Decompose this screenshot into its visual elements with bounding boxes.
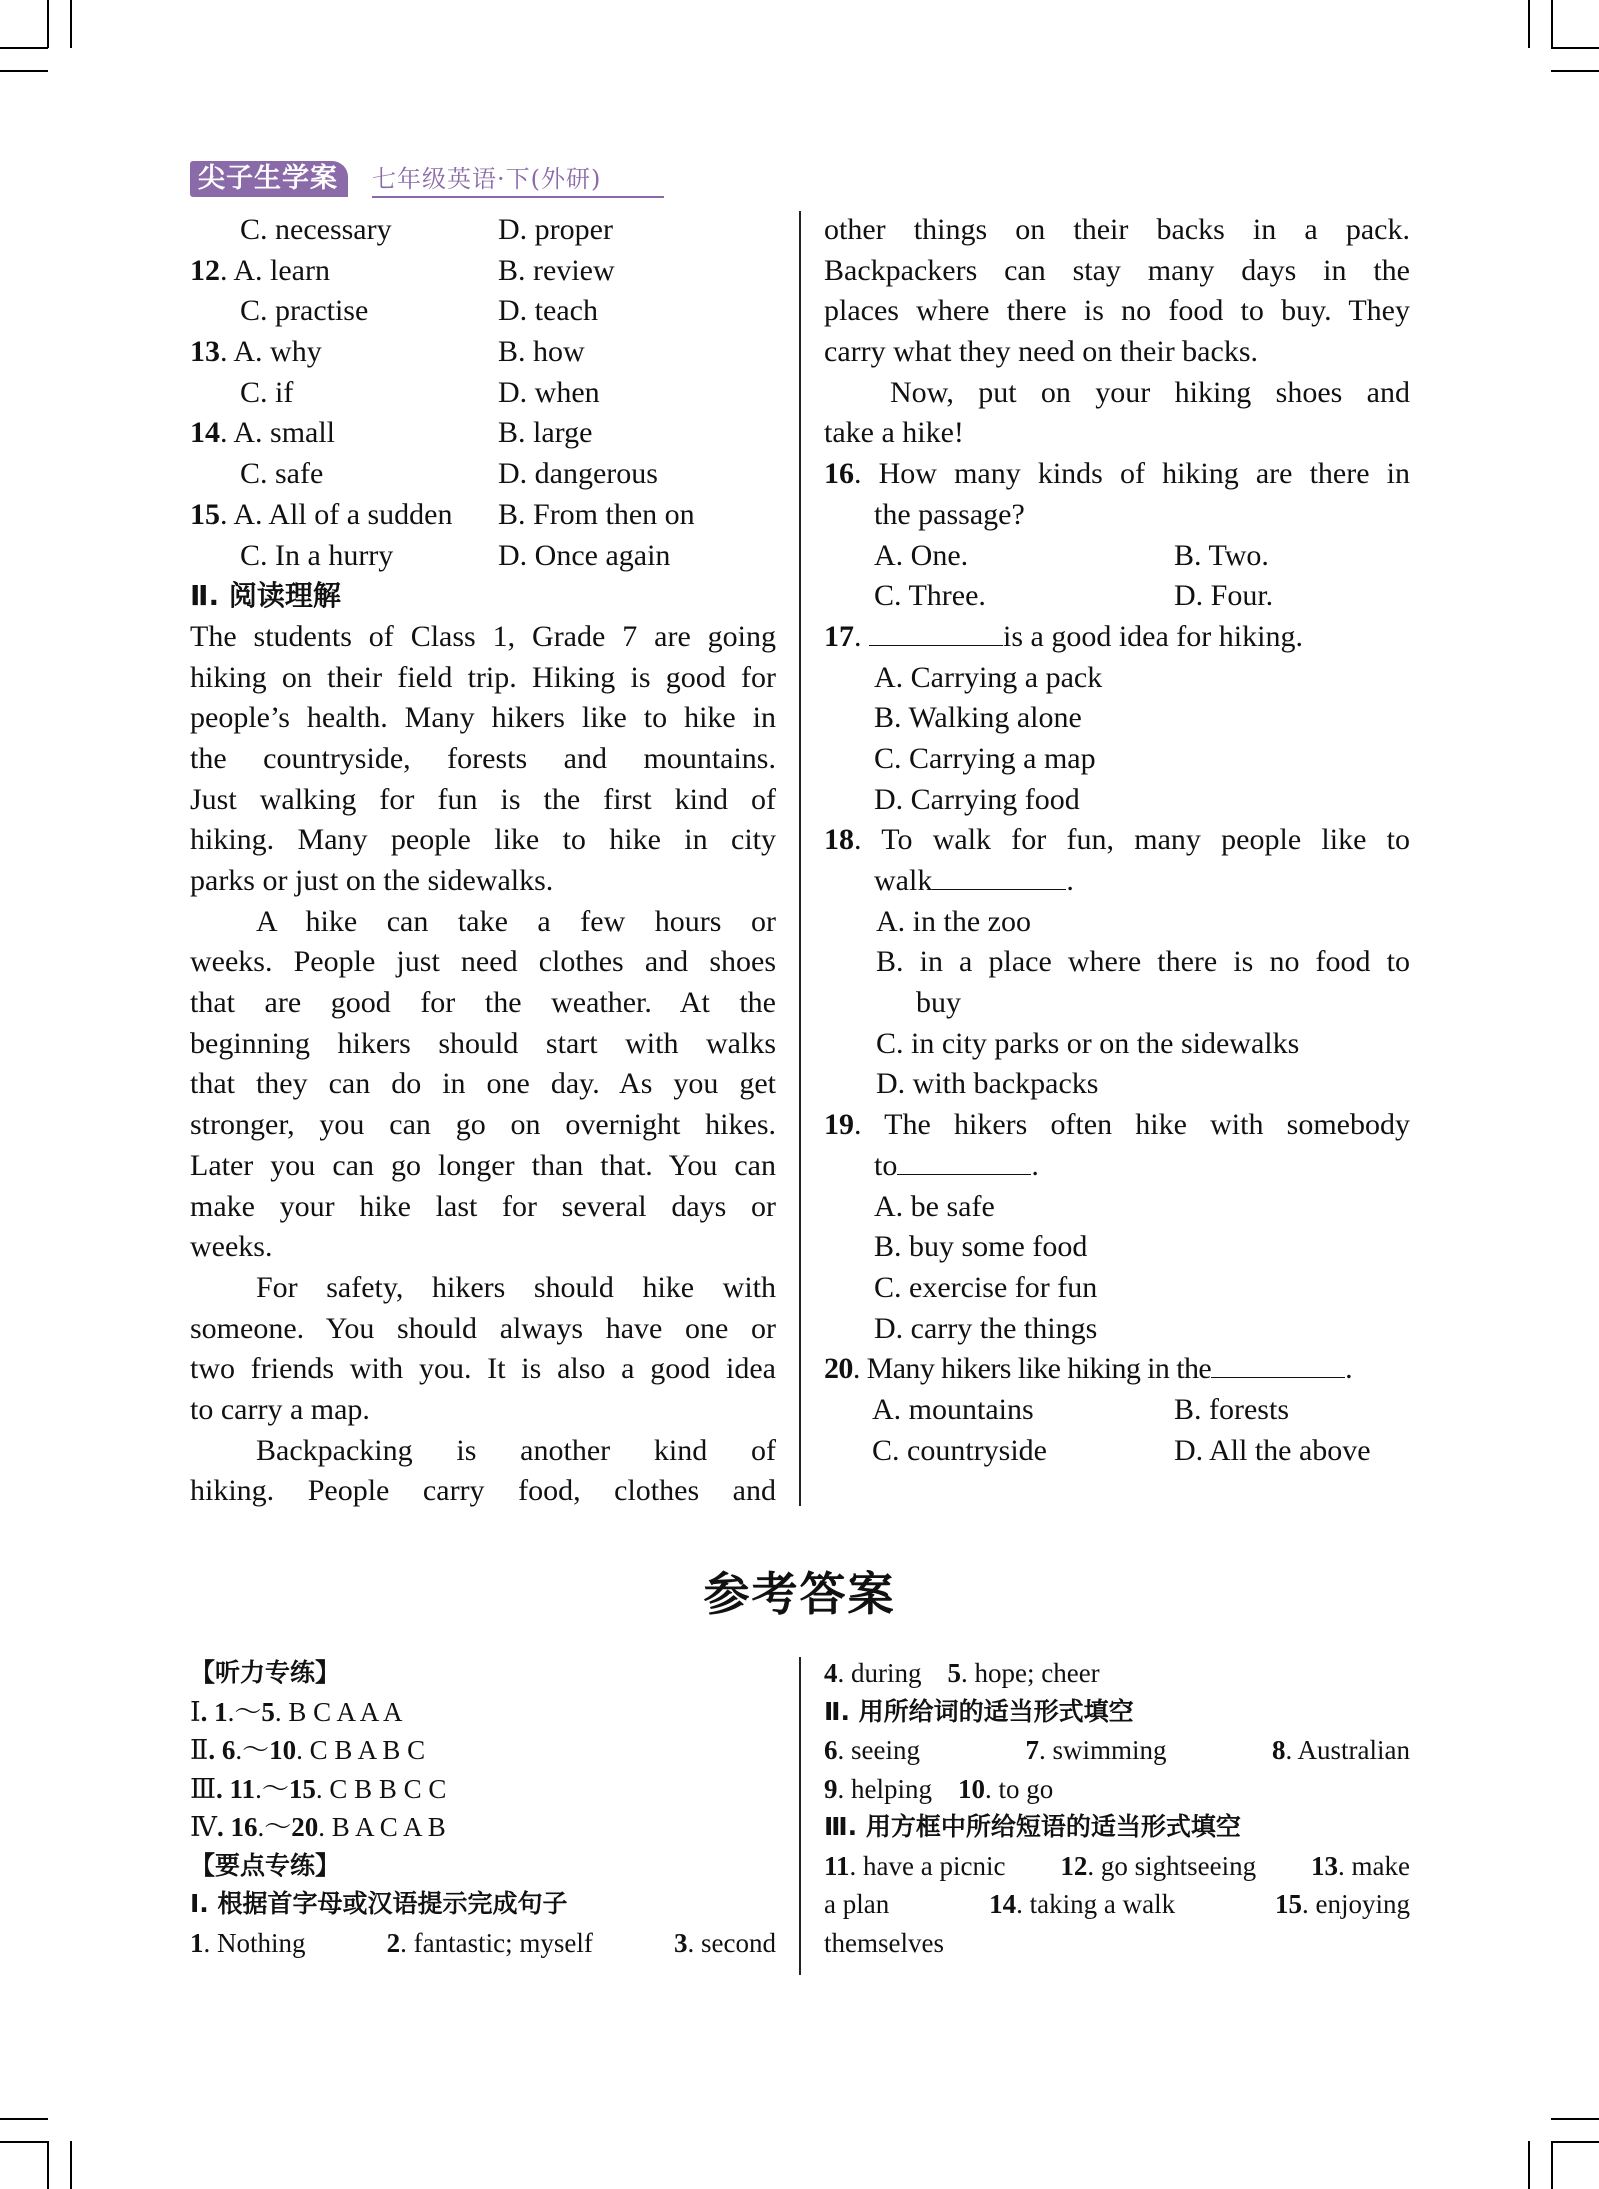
range-start: 11 <box>229 1773 256 1804</box>
answer-item: 2. fantastic; myself <box>386 1927 593 1958</box>
question-14-options-cd <box>190 454 776 495</box>
question-18-stem: 18. To walk for fun, many people like to <box>824 823 1410 857</box>
passage-line: The students of Class 1, Grade 7 are going <box>190 619 776 653</box>
stem-text: walk <box>874 864 933 897</box>
question-19-stem: 19. The hikers often hike with somebody <box>824 1108 1410 1142</box>
part3-answers-row: themselves <box>824 1927 944 1958</box>
book-subtitle: 七年级英语·下(外研) <box>372 162 664 198</box>
crop-mark <box>1551 2118 1599 2120</box>
answer-text: to go <box>998 1773 1054 1804</box>
crop-mark <box>0 2141 48 2143</box>
option-a: A. Carrying a pack <box>874 660 1103 694</box>
passage-line: A hike can take a few hours or <box>256 904 776 938</box>
passage-line: beginning hikers should start with walks <box>190 1026 776 1060</box>
part2-heading: Ⅱ. 用所给词的适当形式填空 <box>824 1696 1134 1726</box>
question-15: 15. A. All of a sudden B. From then on <box>190 495 776 536</box>
passage-line: to carry a map. <box>190 1392 370 1426</box>
answer-number: 11 <box>824 1850 850 1881</box>
passage-line: parks or just on the sidewalks. <box>190 864 554 897</box>
crop-mark <box>70 2141 72 2189</box>
question-stem: How many kinds of hiking are there in <box>878 457 1410 491</box>
stem-text: to <box>874 1148 898 1182</box>
reading-passage <box>190 617 776 1512</box>
option-a: A. why <box>233 335 322 369</box>
crop-mark <box>1551 70 1599 72</box>
option-b: B. review <box>498 253 615 287</box>
roman-numeral: Ⅳ <box>190 1812 217 1842</box>
crop-mark <box>1528 0 1530 48</box>
section-heading-reading: Ⅱ. 阅读理解 <box>190 579 341 613</box>
question-11-options-cd <box>190 210 776 251</box>
question-stem-continued: to . <box>874 1148 1039 1182</box>
answer-text: during <box>851 1658 922 1688</box>
passage-line: Later you can go longer than that. You can <box>190 1148 776 1182</box>
part1-answers-row <box>190 1924 776 1963</box>
answer-item: 13. make <box>1311 1850 1410 1881</box>
part2-answers-row: 9. helping 10. to go <box>824 1773 1054 1804</box>
passage-line: places where there is no food to buy. They <box>824 294 1410 328</box>
option-c: C. practise <box>240 294 369 328</box>
series-badge: 尖子生学案 <box>190 161 348 197</box>
answer-blank <box>932 863 1066 890</box>
option-a: A. in the zoo <box>876 904 1031 938</box>
option-a: A. mountains <box>872 1392 1034 1426</box>
question-17-stem: 17. is a good idea for hiking. <box>824 619 1303 653</box>
range-end: 10 <box>269 1735 297 1765</box>
passage-line: Now, put on your hiking shoes and <box>890 375 1410 409</box>
option-a: A. be safe <box>874 1189 995 1223</box>
reading-passage-continued <box>824 210 1410 454</box>
question-20-options-cd <box>824 1431 1410 1472</box>
answers-right-column <box>824 1654 1410 1962</box>
range-end: 20 <box>291 1812 319 1842</box>
passage-line: hiking on their field trip. Hiking is good for <box>190 660 776 694</box>
question-number: 14 <box>190 416 220 450</box>
question-stem: Many hikers like hiking in the <box>866 1352 1212 1386</box>
answer-letters: B A C A B <box>331 1812 446 1842</box>
answer-item: 1. Nothing <box>190 1927 306 1958</box>
question-20-options-ab <box>824 1390 1410 1431</box>
option-a: A. All of a sudden <box>233 497 453 531</box>
roman-numeral: Ⅲ <box>190 1773 217 1804</box>
option-c: C. Carrying a map <box>874 741 1096 775</box>
part1-heading: Ⅰ. 根据首字母或汉语提示完成句子 <box>190 1889 568 1918</box>
answer-text: helping <box>851 1773 932 1804</box>
passage-line: For safety, hikers should hike with <box>256 1270 776 1304</box>
keypoints-heading: 【要点专练】 <box>190 1850 341 1880</box>
listening-answer-row: Ⅳ. 16.～20. B A C A B <box>190 1812 446 1842</box>
question-stem-continued: the passage? <box>874 497 1025 531</box>
answers-left-column <box>190 1654 776 1962</box>
part3-answers-row <box>824 1847 1410 1886</box>
crop-mark <box>1551 0 1553 48</box>
answer-text: seeing <box>851 1735 920 1765</box>
passage-line: weeks. <box>190 1230 273 1264</box>
listening-answer-row: Ⅲ. 11.～15. C B B C C <box>190 1773 447 1804</box>
passage-line: Just walking for fun is the first kind of <box>190 782 776 816</box>
answer-text: taking a walk <box>1029 1889 1176 1919</box>
question-number: 19 <box>824 1108 854 1142</box>
option-c: C. if <box>240 375 294 409</box>
question-15-options-cd <box>190 536 776 577</box>
question-number: 20 <box>824 1352 853 1386</box>
part3-heading: Ⅲ. 用方框中所给短语的适当形式填空 <box>824 1812 1241 1841</box>
answer-item: 6. seeing <box>824 1735 920 1765</box>
crop-mark <box>1551 2141 1553 2189</box>
question-number: 16 <box>824 457 854 491</box>
option-b: B. Walking alone <box>874 701 1082 735</box>
answer-blank <box>869 619 1003 646</box>
passage-line: people’s health. Many hikers like to hike in <box>190 701 776 735</box>
option-d: D. carry the things <box>874 1311 1098 1345</box>
answer-text: second <box>701 1927 776 1958</box>
option-c: C. Three. <box>874 579 986 613</box>
answer-text: hope; cheer <box>974 1658 1100 1688</box>
answer-text: swimming <box>1052 1735 1167 1765</box>
answer-text: enjoying <box>1315 1889 1410 1919</box>
answer-number: 3 <box>674 1927 688 1958</box>
answer-item: 3. second <box>674 1927 776 1958</box>
listening-answer-row: Ⅰ. 1.～5. B C A A A <box>190 1696 403 1727</box>
right-column <box>824 210 1410 1471</box>
answer-item: 14. taking a walk <box>989 1889 1176 1919</box>
answer-blank <box>897 1148 1031 1175</box>
crop-mark <box>70 0 72 48</box>
question-number: 13 <box>190 335 220 369</box>
option-a: A. learn <box>233 253 330 287</box>
option-d: D. proper <box>498 213 613 246</box>
question-16-options-cd <box>824 576 1410 617</box>
answer-text: Australian <box>1297 1735 1410 1765</box>
question-stem-continued: walk . <box>874 864 1074 897</box>
answer-item: 7. swimming <box>1025 1735 1167 1765</box>
answers-title: 参考答案 <box>703 1567 896 1621</box>
answer-item: 15. enjoying <box>1274 1889 1410 1919</box>
answer-item: 8. Australian <box>1272 1735 1410 1765</box>
passage-line: other things on their backs in a pack. <box>824 213 1410 246</box>
question-20-stem: 20. Many hikers like hiking in the . <box>824 1352 1352 1386</box>
answer-number: 9 <box>824 1773 838 1804</box>
part2-answers-row <box>824 1731 1410 1770</box>
option-c: C. countryside <box>872 1433 1047 1467</box>
answer-number: 13 <box>1311 1850 1339 1881</box>
question-number: 15 <box>190 497 220 531</box>
option-c: C. In a hurry <box>240 538 394 572</box>
option-b: B. in a place where there is no food to <box>876 945 1410 979</box>
answer-number: 14 <box>989 1889 1017 1919</box>
answer-text: a plan <box>824 1889 890 1919</box>
option-d: D. when <box>498 375 600 409</box>
left-column <box>190 210 776 1512</box>
column-divider <box>799 211 801 1506</box>
answer-number: 15 <box>1274 1889 1302 1919</box>
passage-line: two friends with you. It is also a good idea <box>190 1352 776 1386</box>
option-b: B. From then on <box>498 497 695 531</box>
question-12-options-cd <box>190 291 776 332</box>
passage-line: the countryside, forests and mountains. <box>190 741 776 775</box>
range-start: 6 <box>221 1735 236 1765</box>
question-number: 12 <box>190 253 220 287</box>
roman-numeral: Ⅱ <box>190 1735 209 1765</box>
option-d: D. Carrying food <box>874 782 1080 816</box>
option-d: D. Once again <box>498 538 671 572</box>
answer-number: 7 <box>1025 1735 1039 1765</box>
answer-text: fantastic; myself <box>413 1927 593 1958</box>
option-b: B. how <box>498 335 585 369</box>
passage-line: stronger, you can go on overnight hikes. <box>190 1108 776 1142</box>
answer-letters: C B B C C <box>329 1773 447 1804</box>
question-13: 13. A. why B. how <box>190 332 776 373</box>
passage-line: that are good for the weather. At the <box>190 986 776 1020</box>
option-a: A. small <box>233 416 336 450</box>
question-number: 17 <box>824 619 854 653</box>
answer-text: make <box>1351 1850 1410 1881</box>
answer-text: have a picnic <box>863 1850 1006 1881</box>
question-stem: is a good idea for hiking. <box>1003 619 1303 653</box>
passage-line: Backpackers can stay many days in the <box>824 253 1410 287</box>
passage-line: that they can do in one day. As you get <box>190 1067 776 1101</box>
question-number: 18 <box>824 823 854 857</box>
question-14: 14. A. small B. large <box>190 413 776 454</box>
answer-number: 1 <box>190 1927 204 1958</box>
option-d: D. All the above <box>1174 1433 1371 1467</box>
question-13-options-cd <box>190 373 776 414</box>
part3-answers-row <box>824 1885 1410 1924</box>
passage-line: hiking. People carry food, clothes and <box>190 1474 776 1508</box>
option-b: B. forests <box>1174 1392 1289 1426</box>
listening-answer-row: Ⅱ. 6.～10. C B A B C <box>190 1735 426 1765</box>
question-16-stem: 16. How many kinds of hiking are there in <box>824 457 1410 491</box>
option-d: D. teach <box>498 294 598 328</box>
crop-mark <box>47 2141 49 2189</box>
part1-answers-row-continued: 4. during 5. hope; cheer <box>824 1658 1100 1688</box>
passage-line: take a hike! <box>824 416 964 450</box>
crop-mark <box>1528 2141 1530 2189</box>
passage-line: hiking. Many people like to hike in city <box>190 823 776 857</box>
question-stem: The hikers often hike with somebody <box>884 1108 1410 1142</box>
crop-mark <box>47 0 49 48</box>
option-c: C. exercise for fun <box>874 1270 1098 1304</box>
answer-number: 10 <box>958 1773 985 1804</box>
crop-mark <box>1551 47 1599 49</box>
answer-item: 12. go sightseeing <box>1060 1850 1257 1881</box>
passage-line: someone. You should always have one or <box>190 1311 776 1345</box>
option-a: A. One. <box>874 538 969 572</box>
option-d: D. with backpacks <box>876 1067 1099 1101</box>
answer-blank <box>1211 1351 1345 1378</box>
option-b-continued: buy <box>916 986 961 1020</box>
answer-letters: C B A B C <box>309 1735 426 1765</box>
answer-letters: B C A A A <box>288 1696 403 1727</box>
option-d: D. Four. <box>1174 579 1274 613</box>
answer-number: 4 <box>824 1658 838 1688</box>
answer-item: 11. have a picnic <box>824 1850 1006 1881</box>
option-c: C. necessary <box>240 213 392 246</box>
crop-mark <box>1551 2141 1599 2143</box>
question-12: 12. A. learn B. review <box>190 251 776 292</box>
passage-line: make your hike last for several days or <box>190 1189 776 1223</box>
passage-line: weeks. People just need clothes and shoes <box>190 945 776 979</box>
answer-number: 8 <box>1272 1735 1286 1765</box>
option-b: B. large <box>498 416 593 450</box>
option-b: B. buy some food <box>874 1230 1088 1264</box>
answers-column-divider <box>799 1657 801 1975</box>
question-16-options-ab <box>824 536 1410 577</box>
answer-text: Nothing <box>217 1927 306 1958</box>
option-d: D. dangerous <box>498 457 658 491</box>
crop-mark <box>0 70 48 72</box>
question-stem: To walk for fun, many people like to <box>881 823 1410 857</box>
range-end: 5 <box>261 1696 275 1727</box>
crop-mark <box>0 2118 48 2120</box>
passage-line: carry what they need on their backs. <box>824 335 1258 369</box>
range-start: 16 <box>230 1812 258 1842</box>
passage-line: Backpacking is another kind of <box>256 1433 776 1467</box>
answer-text: go sightseeing <box>1100 1850 1257 1881</box>
answer-number: 12 <box>1060 1850 1088 1881</box>
answer-number: 5 <box>947 1658 961 1688</box>
answer-number: 6 <box>824 1735 838 1765</box>
listening-heading: 【听力专练】 <box>190 1658 341 1687</box>
option-c: C. in city parks or on the sidewalks <box>876 1026 1300 1060</box>
option-b: B. Two. <box>1174 538 1269 572</box>
option-c: C. safe <box>240 457 324 491</box>
answer-number: 2 <box>386 1927 401 1958</box>
range-end: 15 <box>288 1773 316 1804</box>
crop-mark <box>0 47 48 49</box>
range-start: 1 <box>214 1696 228 1727</box>
roman-numeral: Ⅰ <box>190 1696 201 1727</box>
